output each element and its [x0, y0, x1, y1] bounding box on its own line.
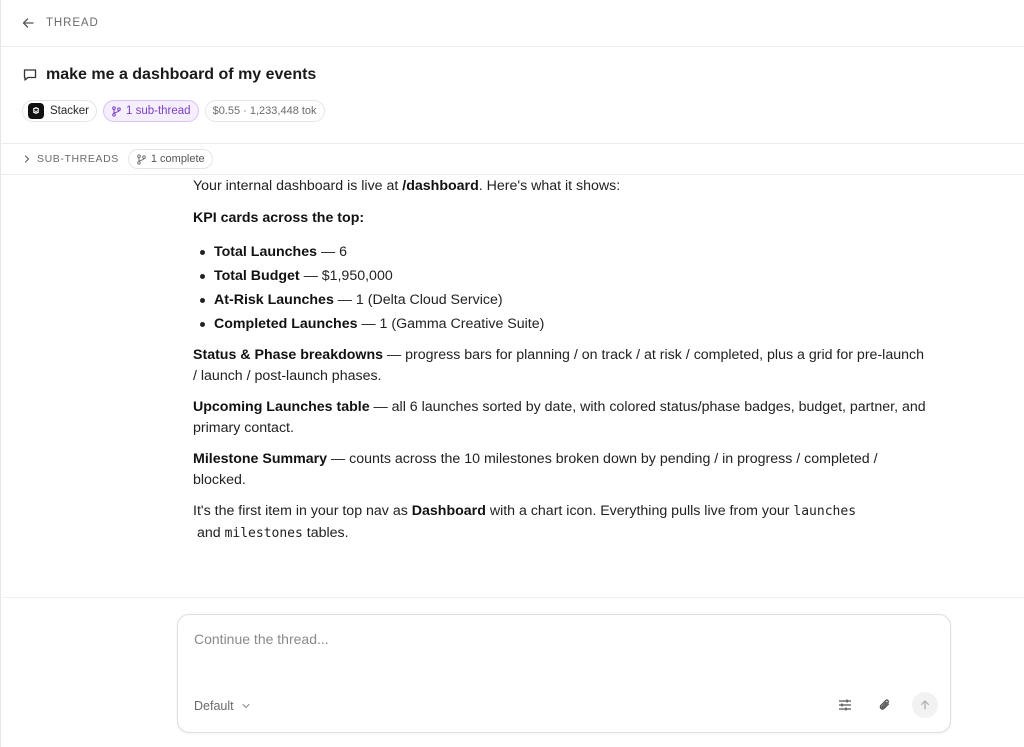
composer — [177, 614, 951, 733]
chat-bubble-icon — [22, 67, 38, 83]
nav-paragraph — [193, 501, 933, 544]
milestone-title: Milestone Summary — [193, 451, 328, 467]
list-item — [193, 264, 544, 288]
send-button[interactable] — [912, 692, 938, 718]
arrow-left-icon[interactable] — [21, 16, 35, 30]
intro-text-end: . Here's what it shows: — [478, 178, 621, 194]
thread-header — [22, 64, 1024, 122]
composer-divider — [0, 597, 1024, 598]
nav-text-end: tables. — [302, 524, 349, 541]
bullet — [200, 298, 205, 303]
bullet — [200, 322, 205, 327]
kpi-heading — [193, 208, 364, 229]
title-row — [22, 64, 1024, 86]
kpi-list — [193, 240, 544, 337]
agent-pill[interactable] — [22, 100, 97, 122]
milestones-code: milestones — [224, 525, 303, 541]
status-phase-paragraph — [193, 345, 928, 386]
thread-title: make me a dashboard of my events — [46, 66, 317, 83]
subthread-badge[interactable] — [103, 100, 199, 122]
list-item — [193, 240, 544, 264]
left-border — [0, 0, 1, 747]
chevron-down-icon — [241, 701, 251, 711]
subthreads-label[interactable]: SUB-THREADS — [37, 153, 119, 165]
kpi-label: Completed Launches — [214, 316, 358, 333]
kpi-value: — 6 — [317, 243, 347, 260]
launches-code: launches — [793, 504, 857, 519]
kpi-heading-text: KPI cards across the top: — [193, 210, 365, 226]
subthread-count: 1 sub-thread — [126, 105, 191, 117]
status-phase-text: — progress bars for planning / on track / at risk / completed, plus a grid for pre-launch / launch / post-launch phases. — [193, 347, 924, 384]
thread-input[interactable] — [194, 629, 934, 649]
milestone-text: — counts across the 10 milestones broken down by pending / in progress / completed / blocked. — [193, 451, 878, 488]
nav-dashboard-label: Dashboard — [411, 503, 486, 519]
stacker-logo-icon — [28, 103, 44, 119]
kpi-value: — 1 (Delta Cloud Service) — [333, 292, 503, 309]
sliders-button[interactable] — [833, 693, 857, 717]
kpi-label: Total Launches — [214, 243, 318, 260]
model-select[interactable] — [194, 697, 251, 715]
attach-button[interactable] — [873, 693, 897, 717]
kpi-label: Total Budget — [214, 268, 300, 285]
subthreads-bar[interactable] — [0, 143, 1024, 175]
list-item — [193, 313, 544, 337]
agent-name: Stacker — [50, 105, 89, 117]
cost-pill: $0.55 · 1,233,448 tok — [205, 100, 325, 122]
kpi-label: At-Risk Launches — [214, 292, 334, 309]
kpi-value: — 1 (Gamma Creative Suite) — [357, 316, 545, 333]
upcoming-table-title: Upcoming Launches table — [193, 399, 370, 415]
subthreads-status-pill[interactable] — [128, 149, 213, 169]
sliders-icon — [837, 697, 853, 713]
bullet — [200, 250, 205, 255]
back-to-thread-link[interactable]: THREAD — [46, 17, 99, 29]
upcoming-table-paragraph — [193, 397, 928, 438]
dashboard-path: /dashboard — [402, 178, 479, 194]
list-item — [193, 288, 544, 312]
status-phase-title: Status & Phase breakdowns — [193, 347, 384, 363]
branch-icon — [136, 154, 147, 165]
subthreads-status: 1 complete — [150, 153, 205, 165]
upcoming-table-text: — all 6 launches sorted by date, with colored status/phase badges, budget, partner, and primary contact. — [193, 399, 926, 436]
nav-text: It's the first item in your top nav as — [193, 503, 412, 519]
branch-icon — [111, 106, 122, 117]
model-select-value: Default — [194, 699, 234, 713]
bullet — [200, 274, 205, 279]
milestone-paragraph — [193, 449, 928, 490]
arrow-up-icon — [919, 699, 931, 711]
kpi-value: — $1,950,000 — [299, 268, 393, 285]
intro-text: Your internal dashboard is live at — [193, 178, 403, 194]
paperclip-icon — [877, 697, 893, 713]
thread-meta — [22, 100, 1024, 122]
chevron-right-icon[interactable] — [23, 155, 31, 163]
intro-paragraph — [193, 176, 620, 197]
nav-and: and — [193, 524, 225, 541]
top-bar — [0, 0, 1024, 47]
nav-text-mid: with a chart icon. Everything pulls live from your — [485, 503, 794, 519]
